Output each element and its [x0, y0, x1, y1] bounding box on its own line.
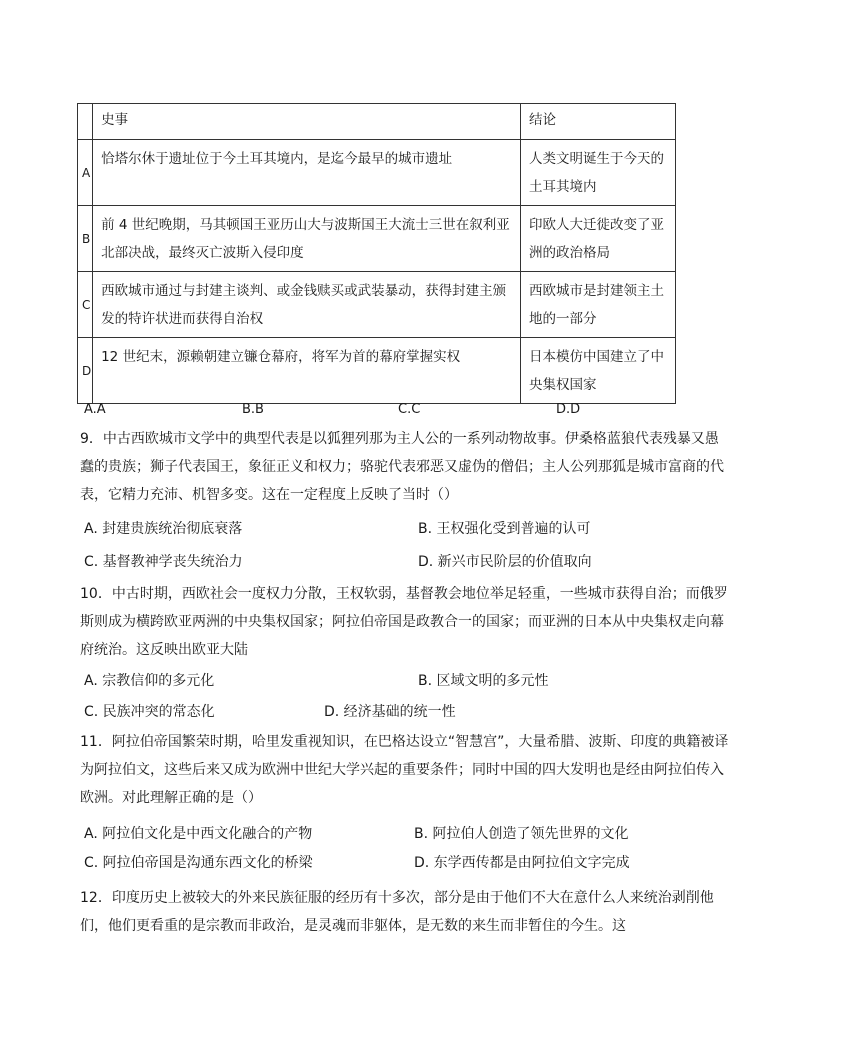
row-letter: B: [78, 206, 93, 272]
row-letter: D: [78, 338, 93, 404]
q11-option-c[interactable]: C. 阿拉伯帝国是沟通东西文化的桥梁: [84, 855, 313, 871]
q11-option-a[interactable]: A. 阿拉伯文化是中西文化融合的产物: [84, 826, 313, 842]
q10-option-d[interactable]: D. 经济基础的统一性: [324, 704, 456, 720]
row-conclusion: 西欧城市是封建领主土地的一部分: [520, 272, 675, 338]
q10-option-b[interactable]: B. 区域文明的多元性: [418, 673, 549, 689]
q9-option-d[interactable]: D. 新兴市民阶层的价值取向: [418, 554, 592, 570]
row-conclusion: 日本模仿中国建立了中央集权国家: [520, 338, 675, 404]
q8-option-a[interactable]: A.A: [84, 402, 106, 417]
table-row: [78, 338, 676, 404]
q11-stem: 11．阿拉伯帝国繁荣时期，哈里发重视知识，在巴格达设立“智慧宫”，大量希腊、波斯、印度的典籍被译为阿拉伯文，这些后来又成为欧洲中世纪大学兴起的重要条件；同时中国的四大发明也是经由阿拉伯传入欧洲。对此理解正确的是（）: [80, 734, 729, 806]
q11-option-d[interactable]: D. 东学西传都是由阿拉伯文字完成: [414, 855, 630, 871]
row-event: 12 世纪末，源赖朝建立镰仓幕府，将军为首的幕府掌握实权: [93, 338, 521, 404]
row-conclusion: 印欧人大迁徙改变了亚洲的政治格局: [520, 206, 675, 272]
table-row: [78, 272, 676, 338]
q10-option-c[interactable]: C. 民族冲突的常态化: [84, 704, 215, 720]
header-event-cell: 史事: [93, 104, 521, 140]
header-letter-cell: [78, 104, 93, 140]
q8-option-d[interactable]: D.D: [556, 402, 581, 417]
q9-option-a[interactable]: A. 封建贵族统治彻底衰落: [84, 521, 243, 537]
row-conclusion: 人类文明诞生于今天的土耳其境内: [520, 140, 675, 206]
q9-option-b[interactable]: B. 王权强化受到普遍的认可: [418, 521, 591, 537]
q8-option-c[interactable]: C.C: [398, 402, 421, 417]
row-letter: A: [78, 140, 93, 206]
q10-stem: 10．中古时期，西欧社会一度权力分散，王权软弱，基督教会地位举足轻重，一些城市获得自治；而俄罗斯则成为横跨欧亚两洲的中央集权国家；阿拉伯帝国是政教合一的国家；而亚洲的日本从中央集权走向幕府统治。这反映出欧亚大陆: [80, 586, 728, 658]
history-conclusion-table: [77, 103, 676, 404]
table-header-row: [78, 104, 676, 140]
row-event: 恰塔尔休于遗址位于今土耳其境内，是迄今最早的城市遗址: [93, 140, 521, 206]
table-row: [78, 206, 676, 272]
q10-option-a[interactable]: A. 宗教信仰的多元化: [84, 673, 215, 689]
row-letter: C: [78, 272, 93, 338]
row-event: 前 4 世纪晚期，马其顿国王亚历山大与波斯国王大流士三世在叙利亚北部决战，最终灭亡波斯入侵印度: [93, 206, 521, 272]
q9-stem: 9．中古西欧城市文学中的典型代表是以狐狸列那为主人公的一系列动物故事。伊桑格蓝狼代表残暴又愚蠢的贵族；狮子代表国王，象征正义和权力；骆驼代表邪恶又虚伪的僧侣；主人公列那狐是城市富商的代表，它精力充沛、机智多变。这在一定程度上反映了当时（）: [80, 431, 724, 503]
q9-option-c[interactable]: C. 基督教神学丧失统治力: [84, 554, 243, 570]
header-conclusion-cell: 结论: [520, 104, 675, 140]
q11-option-b[interactable]: B. 阿拉伯人创造了领先世界的文化: [414, 826, 629, 842]
row-event: 西欧城市通过与封建主谈判、或金钱赎买或武装暴动，获得封建主颁发的特许状进而获得自治权: [93, 272, 521, 338]
table-row: [78, 140, 676, 206]
q12-stem: 12．印度历史上被较大的外来民族征服的经历有十多次，部分是由于他们不大在意什么人来统治剥削他们，他们更看重的是宗教而非政治，是灵魂而非躯体，是无数的来生而非暂住的今生。这: [80, 890, 714, 934]
q8-options: [84, 402, 684, 422]
q8-option-b[interactable]: B.B: [242, 402, 264, 417]
